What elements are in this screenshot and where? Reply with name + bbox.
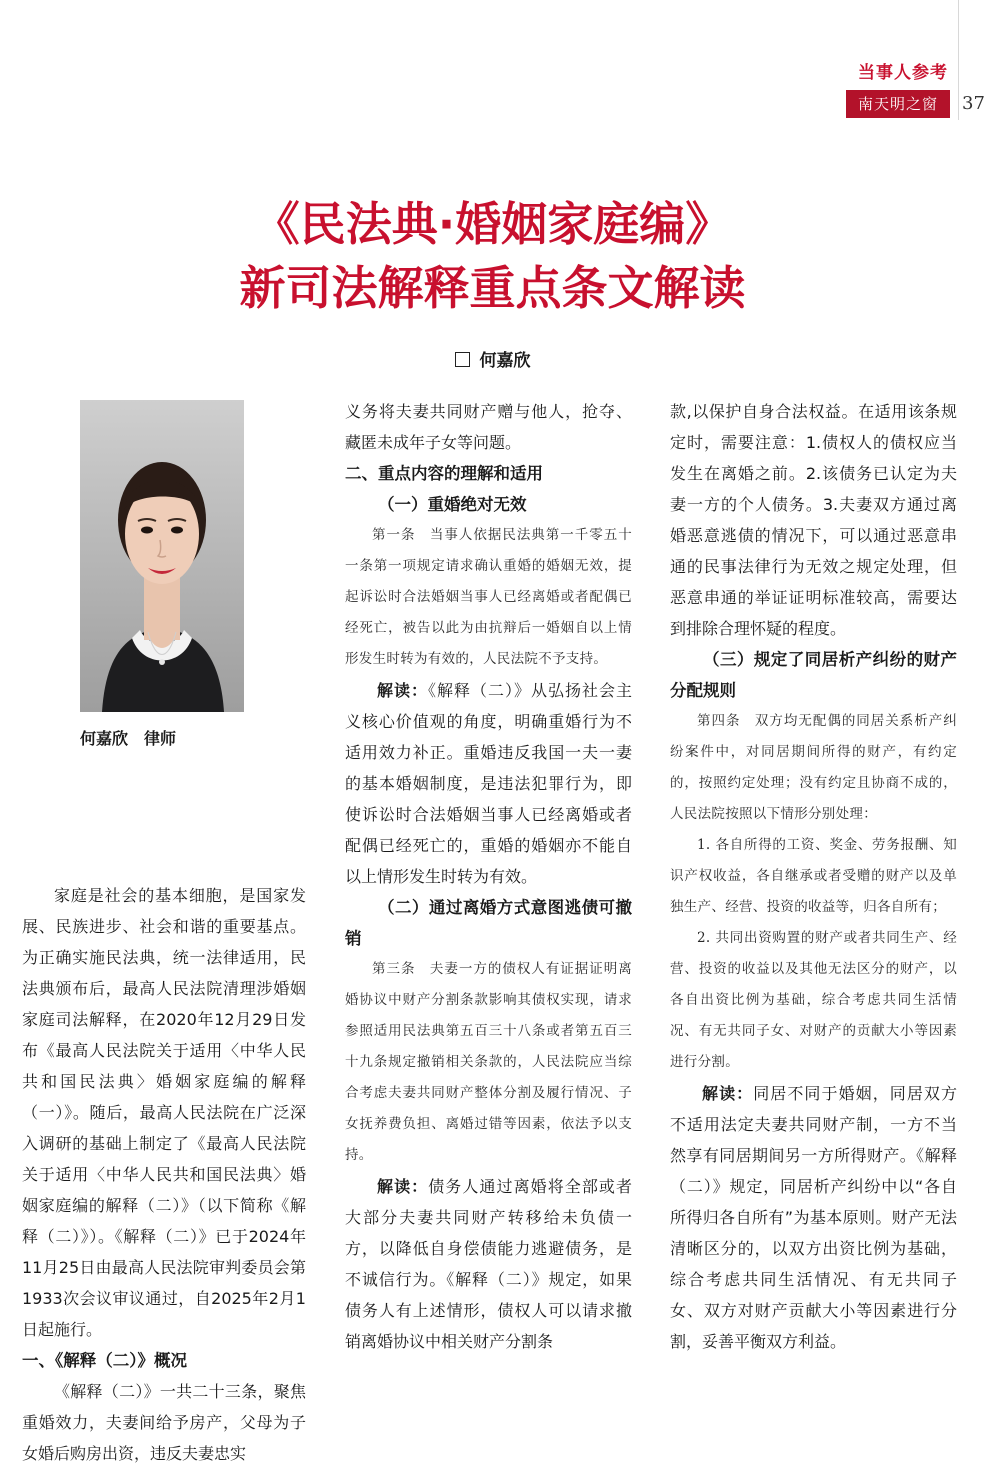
photo-caption: 何嘉欣 律师 bbox=[80, 729, 177, 748]
continuation-paragraph: 款,以保护自身合法权益。在适用该条规定时，需要注意：1.债权人的债权应当发生在离婚之前。2.该债务已认定为夫妻一方的个人债务。3.夫妻双方通过离婚恶意逃债的情况下，可以通过恶意串通的民事法律行为无效之规定处理，但恶意串通的举证证明标准较高，需要达到排除合理怀疑的程度。 bbox=[670, 402, 957, 638]
subheading-debt-evasion: （二）通过离婚方式意图逃债可撤销 bbox=[345, 898, 632, 948]
page-number: 37 bbox=[962, 93, 985, 114]
heading-key-content: 二、重点内容的理解和适用 bbox=[345, 464, 543, 483]
article-1-quote: 第一条 当事人依据民法典第一千零五十一条第一项规定请求确认重婚的婚姻无效，提起诉讼时合法婚姻当事人已经离婚或者配偶已经死亡，被告以此为由抗辩后一婚姻自以上情形发生时转为有效的，人民法院不予支持。 bbox=[345, 527, 632, 667]
overview-paragraph: 《解释（二）》一共二十三条，聚焦重婚效力，夫妻间给予房产，父母为子女婚后购房出资，违反夫妻忠实 bbox=[22, 1382, 306, 1463]
interpretation-3 bbox=[345, 1171, 632, 1357]
heading-overview: 一、《解释（二）》概况 bbox=[22, 1351, 187, 1370]
interpretation-4 bbox=[670, 1078, 957, 1357]
title-line-1: 《民法典·婚姻家庭编》 bbox=[253, 197, 732, 251]
interpretation-3-text: 债务人通过离婚将全部或者大部分夫妻共同财产转移给未负债一方，以降低自身偿债能力逃避债务，是不诚信行为。《解释（二）》规定，如果债务人有上述情形，债权人可以请求撤销离婚协议中相关财产分割条 bbox=[345, 1177, 632, 1351]
page-edge-line bbox=[958, 0, 959, 120]
intro-paragraph: 家庭是社会的基本细胞，是国家发展、民族进步、社会和谐的重要基点。为正确实施民法典，统一法律适用，民法典颁布后，最高人民法院清理涉婚姻家庭司法解释，在2020年12月29日发布《最高人民法院关于适用〈中华人民共和国民法典〉婚姻家庭编的解释（一）》。随后，最高人民法院在广泛深入调研的基础上制定了《最高人民法院关于适用〈中华人民共和国民法典〉婚姻家庭编的解释（二）》（以下简称《解释（二）》）。《解释（二）》已于2024年11月25日由最高人民法院审判委员会第1933次会议审议通过，自2025年2月1日起施行。 bbox=[22, 886, 306, 1339]
column-3 bbox=[670, 396, 957, 1357]
column-2 bbox=[345, 396, 632, 1357]
article-4-item-1: 1. 各自所得的工资、奖金、劳务报酬、知识产权收益，各自继承或者受赠的财产以及单独生产、经营、投资的收益等，归各自所有； bbox=[670, 837, 957, 915]
article-4-item-2: 2. 共同出资购置的财产或者共同生产、经营、投资的收益以及其他无法区分的财产，以各自出资比例为基础，综合考虑共同生活情况、有无共同子女、对财产的贡献大小等因素进行分割。 bbox=[670, 930, 957, 1070]
portrait-illustration bbox=[80, 400, 244, 712]
column-1 bbox=[22, 880, 306, 1469]
interpretation-4-text: 同居不同于婚姻，同居双方不适用法定夫妻共同财产制，一方不当然享有同居期间另一方所得财产。《解释（二）》规定，同居析产纠纷中以“各自所得归各自所有”为基本原则。财产无法清晰区分的，以双方出资比例为基础，综合考虑共同生活情况、有无共同子女、双方对财产贡献大小等因素进行分割，妥善平衡双方利益。 bbox=[670, 1084, 957, 1351]
interpretation-label: 解读： bbox=[377, 681, 428, 700]
article-3-quote: 第三条 夫妻一方的债权人有证据证明离婚协议中财产分割条款影响其债权实现，请求参照适用民法典第五百三十八条或者第五百三十九条规定撤销相关条款的，人民法院应当综合考虑夫妻共同财产整体分割及履行情况、子女抚养费负担、离婚过错等因素，依法予以支持。 bbox=[345, 961, 632, 1163]
title-line-2: 新司法解释重点条文解读 bbox=[239, 261, 746, 315]
byline bbox=[0, 346, 985, 371]
author-photo bbox=[80, 400, 244, 712]
interpretation-1-text: 《解释（二）》从弘扬社会主义核心价值观的角度，明确重婚行为不适用效力补正。重婚违反我国一夫一妻的基本婚姻制度，是违法犯罪行为，即使诉讼时合法婚姻当事人已经离婚或者配偶已经死亡的，重婚的婚姻亦不能自以上情形发生时转为有效。 bbox=[345, 681, 632, 886]
subheading-cohabitation: （三）规定了同居析产纠纷的财产分配规则 bbox=[670, 650, 957, 700]
section-badge: 南天明之窗 bbox=[846, 90, 950, 118]
interpretation-label: 解读： bbox=[702, 1084, 754, 1103]
subheading-bigamy: （一）重婚绝对无效 bbox=[378, 495, 527, 514]
column-label: 当事人参考 bbox=[858, 63, 948, 83]
continuation-paragraph: 义务将夫妻共同财产赠与他人，抢夺、藏匿未成年子女等问题。 bbox=[345, 402, 632, 452]
article-4-quote: 第四条 双方均无配偶的同居关系析产纠纷案件中，对同居期间所得的财产，有约定的，按照约定处理；没有约定且协商不成的，人民法院按照以下情形分别处理： bbox=[670, 713, 957, 822]
author-name: 何嘉欣 bbox=[479, 351, 531, 371]
interpretation-1 bbox=[345, 675, 632, 892]
interpretation-label: 解读： bbox=[377, 1177, 429, 1196]
square-icon bbox=[455, 352, 470, 367]
